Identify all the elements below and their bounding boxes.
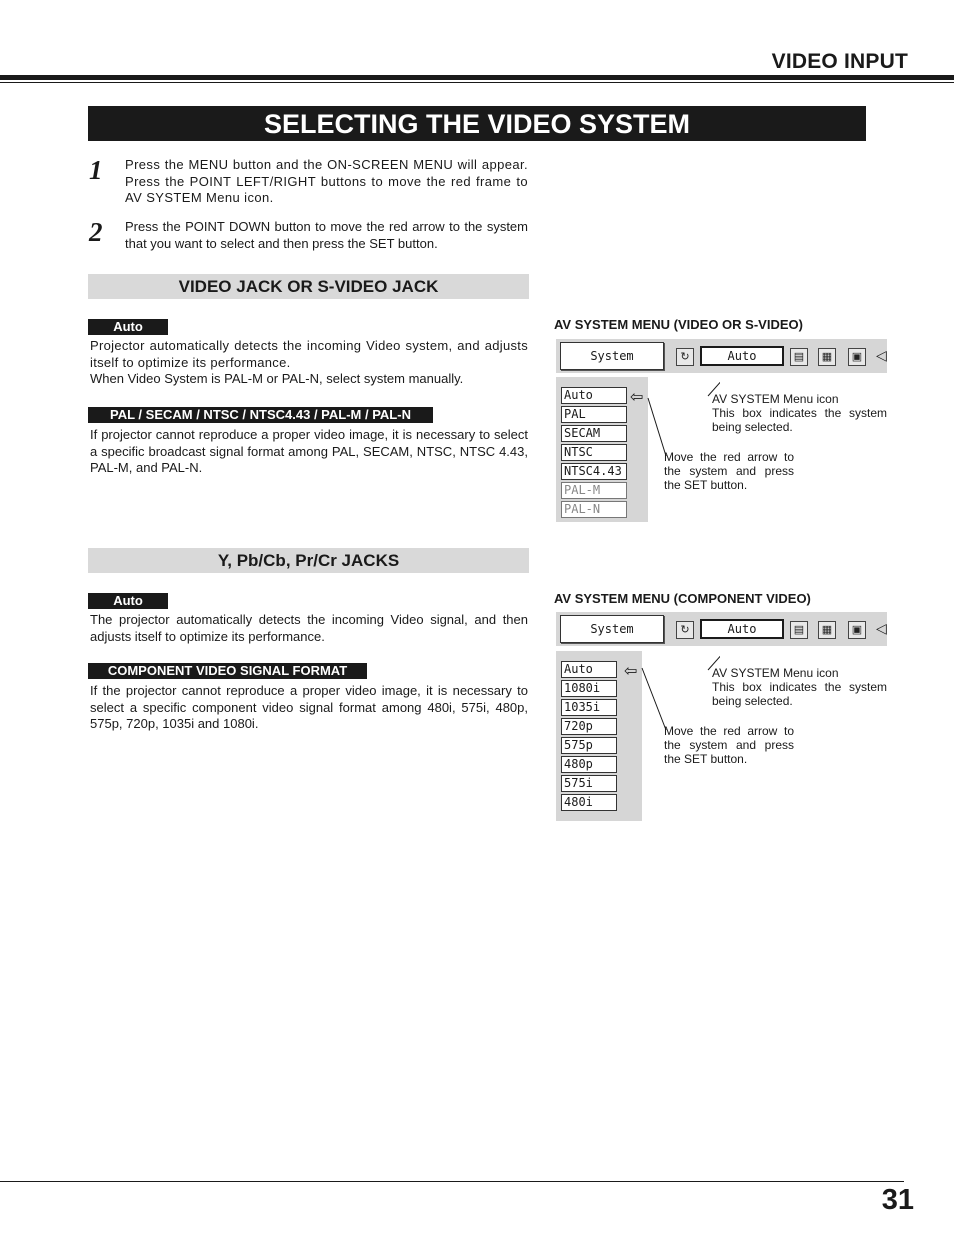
callout-icon-title: AV SYSTEM Menu icon: [712, 666, 839, 680]
step-text: Press the POINT DOWN button to move the red arrow to the system that you want to select and then press the SET button.: [125, 219, 528, 251]
footer-rule: [0, 1181, 904, 1182]
auto-description: Projector automatically detects the incoming Video system, and adjusts itself to optimize its performance.: [90, 338, 528, 370]
list-item: 480i: [561, 794, 617, 811]
figure-label: AV SYSTEM MENU (COMPONENT VIDEO): [554, 591, 811, 606]
sound-icon: ◁: [876, 620, 887, 636]
list-item: PAL-M: [561, 482, 627, 499]
callout-icon-text: This box indicates the system being selected.: [712, 680, 887, 708]
list-item: 480p: [561, 756, 617, 773]
screen-icon: ▣: [848, 621, 866, 639]
auto-note: When Video System is PAL-M or PAL-N, select system manually.: [90, 371, 464, 386]
list-item: NTSC4.43: [561, 463, 627, 480]
header-rule-thin: [0, 82, 954, 83]
list-item: 575p: [561, 737, 617, 754]
page-title: SELECTING THE VIDEO SYSTEM: [88, 106, 866, 141]
header-rule: [0, 75, 954, 80]
menu-system-label: System: [560, 342, 664, 370]
format-description: If projector cannot reproduce a proper video image, it is necessary to select a specific broadcast signal format among PAL, SECAM, NTSC, NTSC 4.43, PAL-M, and PAL-N.: [90, 427, 528, 475]
list-item: PAL: [561, 406, 627, 423]
screen-icon: ▣: [848, 348, 866, 366]
list-item: Auto: [561, 387, 627, 404]
auto-tag: Auto: [88, 593, 168, 609]
auto-tag: Auto: [88, 319, 168, 335]
list-item: SECAM: [561, 425, 627, 442]
callout-lines: [600, 360, 720, 460]
setting-icon: ▦: [818, 348, 836, 366]
image-adjust-icon: ▤: [790, 621, 808, 639]
auto-description: The projector automatically detects the incoming Video signal, and then adjusts itself to optimize its performance.: [90, 612, 528, 644]
callout-icon-title: AV SYSTEM Menu icon: [712, 392, 839, 406]
callout-arrow-text: Move the red arrow to the system and press the SET button.: [664, 724, 794, 766]
list-item: 720p: [561, 718, 617, 735]
step-number: 1: [89, 155, 103, 185]
menu-auto-box: Auto: [700, 346, 784, 366]
page-number: 31: [881, 1184, 914, 1216]
list-item: Auto: [561, 661, 617, 678]
list-item: 575i: [561, 775, 617, 792]
selection-arrow-icon: ⇦: [630, 389, 644, 406]
subsection-heading: VIDEO JACK OR S-VIDEO JACK: [88, 274, 529, 299]
refresh-icon: ↻: [676, 621, 694, 639]
format-tag: PAL / SECAM / NTSC / NTSC4.43 / PAL-M / PAL-N: [88, 407, 433, 423]
callout-lines: [600, 634, 720, 734]
selection-arrow-icon: ⇦: [624, 663, 638, 680]
menu-system-label: System: [560, 615, 664, 643]
image-adjust-icon: ▤: [790, 348, 808, 366]
menu-auto-box: Auto: [700, 619, 784, 639]
format-description: If the projector cannot reproduce a proper video image, it is necessary to select a specific component video signal format among 480i, 575i, 480p, 575p, 720p, 1035i and 1080i.: [90, 683, 528, 731]
format-tag: COMPONENT VIDEO SIGNAL FORMAT: [88, 663, 367, 679]
list-item: 1080i: [561, 680, 617, 697]
figure-label: AV SYSTEM MENU (VIDEO OR S-VIDEO): [554, 317, 803, 332]
section-label: VIDEO INPUT: [771, 50, 908, 73]
list-item: NTSC: [561, 444, 627, 461]
list-item: PAL-N: [561, 501, 627, 518]
callout-arrow-text: Move the red arrow to the system and press the SET button.: [664, 450, 794, 492]
sound-icon: ◁: [876, 347, 887, 363]
subsection-heading: Y, Pb/Cb, Pr/Cr JACKS: [88, 548, 529, 573]
list-item: 1035i: [561, 699, 617, 716]
step-text: Press the MENU button and the ON-SCREEN MENU will appear. Press the POINT LEFT/RIGHT buttons to move the red frame to AV SYSTEM Menu icon.: [125, 157, 528, 205]
callout-icon-text: This box indicates the system being selected.: [712, 406, 887, 434]
setting-icon: ▦: [818, 621, 836, 639]
step-number: 2: [89, 217, 103, 247]
refresh-icon: ↻: [676, 348, 694, 366]
